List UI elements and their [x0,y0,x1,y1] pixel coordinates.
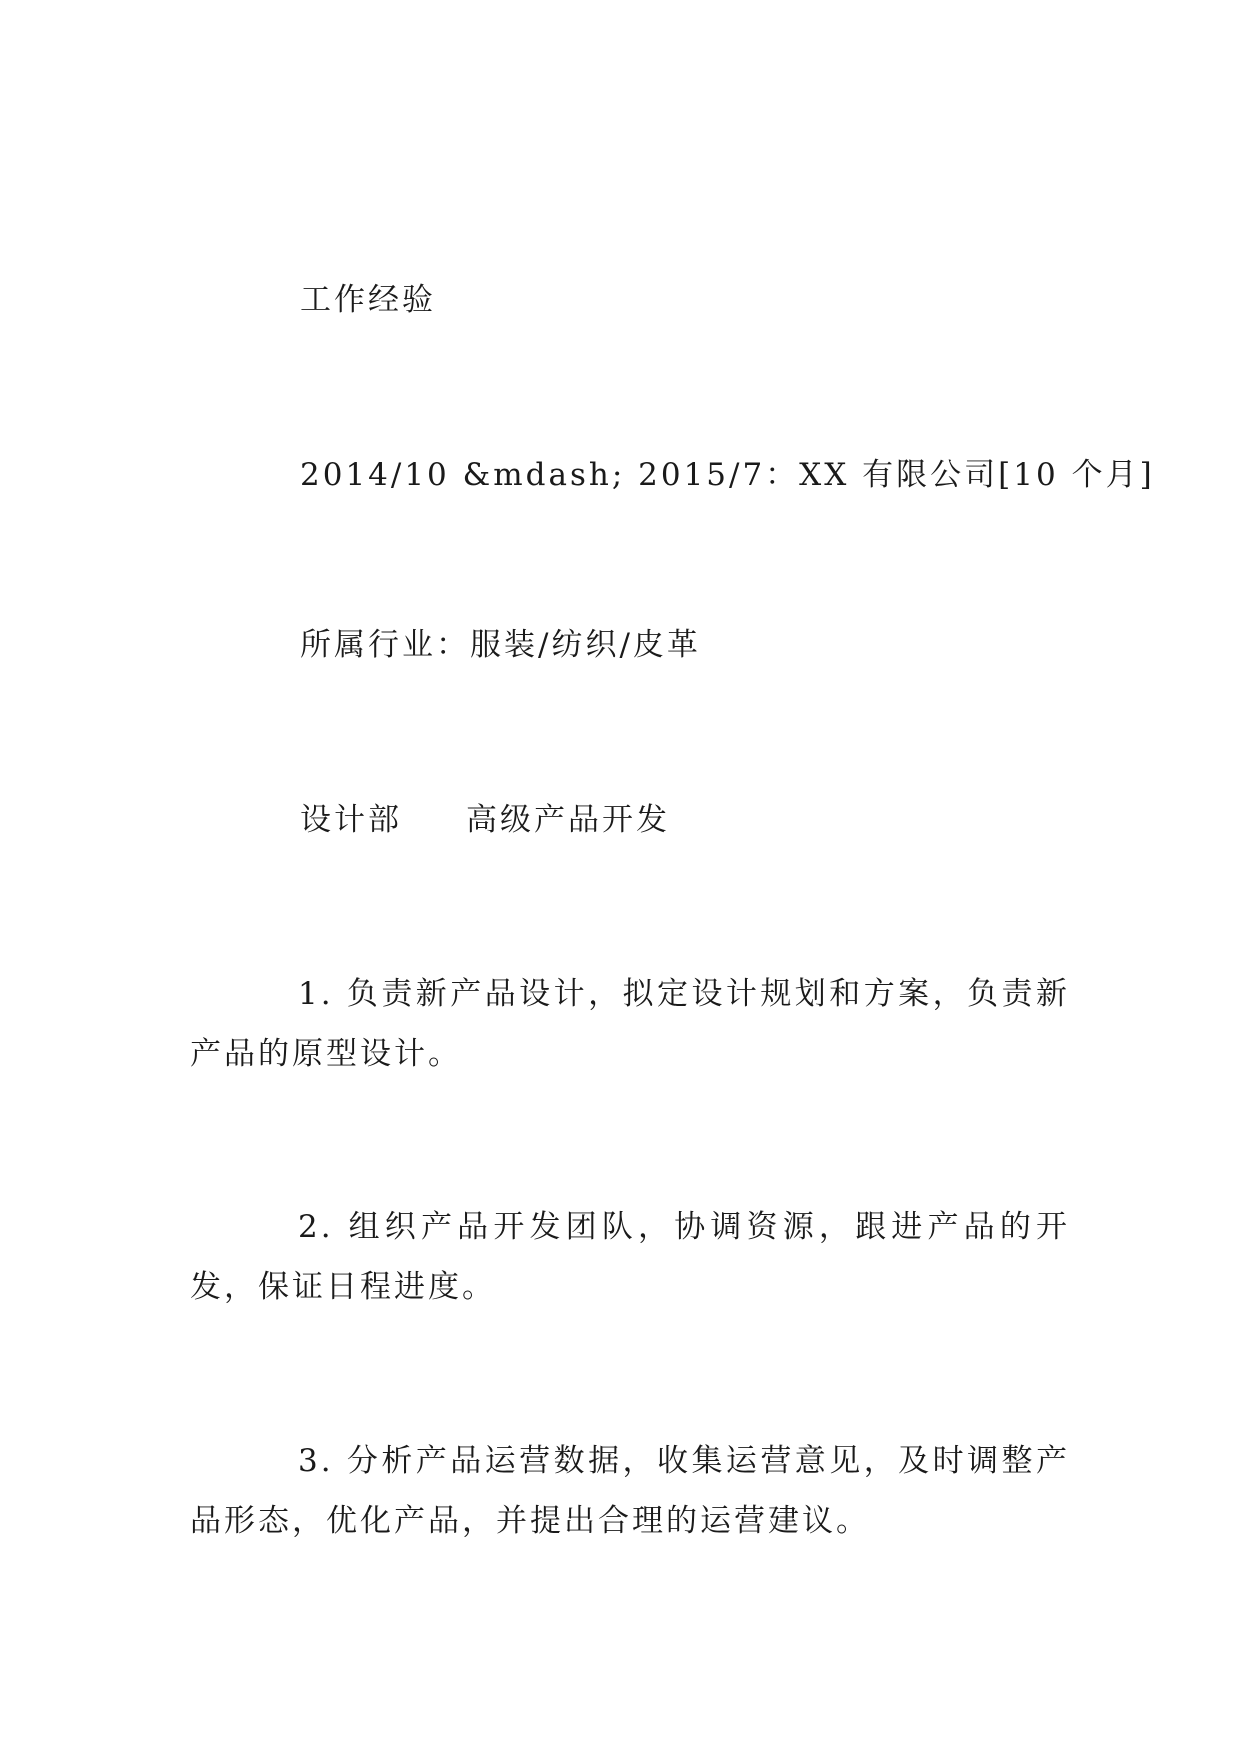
position-title: 高级产品开发 [466,802,670,838]
duty-item-1: 1. 负责新产品设计，拟定设计规划和方案，负责新产品的原型设计。 [190,976,1070,1072]
employment-period: 2014/10 &mdash; 2015/7：XX 有限公司[10 个月] [300,457,1155,493]
duty-item-2: 2. 组织产品开发团队，协调资源，跟进产品的开发，保证日程进度。 [190,1209,1070,1305]
department-label: 设计部 [300,802,402,838]
duty-item-3: 3. 分析产品运营数据，收集运营意见，及时调整产品形态，优化产品，并提出合理的运营建议。 [190,1443,1070,1539]
industry-line: 所属行业：服装/纺织/皮革 [300,627,701,663]
section-title: 工作经验 [300,282,436,318]
department-position-line [300,790,670,850]
